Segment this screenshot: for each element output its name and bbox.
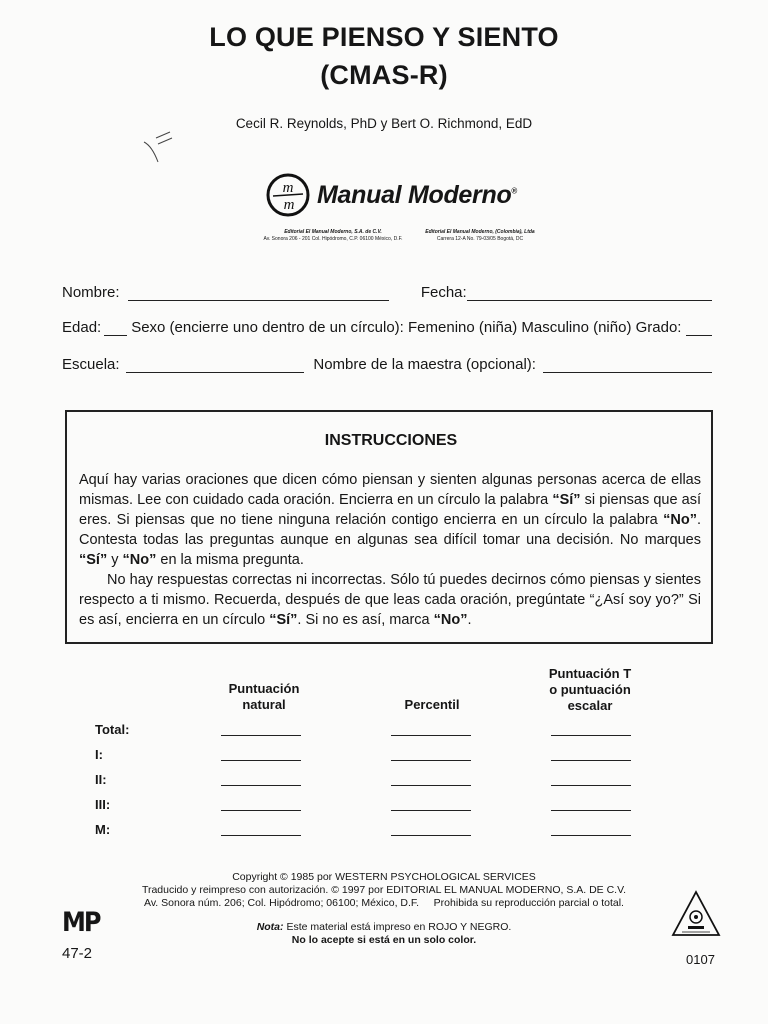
word-no: “No”: [433, 612, 468, 628]
score-row-label: M:: [95, 822, 111, 837]
percentil-field[interactable]: [391, 735, 471, 736]
publisher-name-text: Manual Moderno: [317, 180, 512, 209]
nombre-label: Nombre:: [62, 284, 120, 301]
publisher-colombia-address: Carrera 12-A No. 79-03/05 Bogotá, DC: [436, 236, 524, 242]
puntuacion-natural-field[interactable]: [221, 760, 301, 761]
col3-line1: Puntuación T: [548, 666, 632, 681]
instructions-title: INSTRUCCIONES: [324, 432, 458, 449]
instr-p1-e: en la misma pregunta.: [156, 552, 304, 568]
instructions-box: [65, 410, 713, 644]
puntuacion-t-field[interactable]: [551, 835, 631, 836]
word-si: “Sí”: [269, 612, 298, 628]
word-no: “No”: [663, 512, 697, 528]
edad-field[interactable]: [104, 321, 127, 336]
col3-line3: escalar: [567, 698, 613, 713]
instr-p2-b: . Si no es así, marca: [297, 612, 434, 628]
word-si: “Sí”: [552, 492, 581, 508]
form-subtitle: (CMAS-R): [320, 60, 448, 90]
grado-field[interactable]: [686, 321, 712, 336]
fecha-label: Fecha:: [420, 284, 467, 301]
mp-mark: MP: [62, 906, 100, 938]
mm-logo-icon: [265, 172, 311, 218]
instr-p1-b: si piensas que así eres. Si piensas que no tiene ninguna relación contigo encierra en un círculo la palabra: [79, 492, 701, 528]
instructions-paragraph-1: [79, 470, 701, 570]
authors: Cecil R. Reynolds, PhD y Bert O. Richmond, EdD: [235, 116, 533, 131]
puntuacion-t-field[interactable]: [551, 735, 631, 736]
row-escuela-maestra: [62, 356, 712, 373]
escuela-field[interactable]: [126, 358, 305, 373]
sexo-label: Sexo (encierre uno dentro de un círculo): Femenino (niña) Masculino (niño) Grado:: [131, 319, 682, 336]
percentil-field[interactable]: [391, 785, 471, 786]
pencil-mark: [140, 128, 180, 168]
publisher-colombia-name: Editorial El Manual Moderno, (Colombia), Ltda: [425, 229, 535, 235]
instr-p2-a: No hay respuestas correctas ni incorrectas. Sólo tú puedes decirnos cómo piensas y sientes respecto a ti mismo. Recuerda, después de que leas cada oración, pregúntate “¿Así soy yo?” Si es así, encierra en un círculo: [79, 572, 701, 628]
svg-text:m: m: [282, 180, 294, 196]
col-puntuacion-t: [530, 666, 650, 714]
row-edad-sexo: [62, 319, 712, 336]
puntuacion-natural-field[interactable]: [221, 785, 301, 786]
instr-p1-a: Aquí hay varias oraciones que dicen cómo piensan y sienten algunas personas acerca de ellas mismas. Lee con cuidado cada oración. Encierra en un círculo la palabra: [79, 472, 701, 508]
publisher-mexico-address: Av. Sonora 206 - 201 Col. Hipódromo, C.P. 06100 México, D.F.: [263, 236, 403, 242]
word-no: “No”: [122, 552, 157, 568]
publisher-colombia: [410, 229, 550, 243]
col-percentil: Percentil: [404, 697, 460, 712]
escuela-label: Escuela:: [62, 356, 120, 373]
instr-p1-d: y: [107, 552, 123, 568]
instr-p1-c: . Contesta todas las preguntas aunque en algunas sea difícil tomar una decisión. No marques: [79, 512, 701, 548]
registered-mark: ®: [511, 186, 518, 196]
publisher-mexico-name: Editorial El Manual Moderno, S.A. de C.V.: [284, 229, 382, 235]
col3-line2: o puntuación: [549, 682, 631, 697]
publisher-logo: [265, 172, 517, 218]
form-title: LO QUE PIENSO Y SIENTO: [209, 22, 559, 52]
svg-text:m: m: [283, 197, 295, 213]
col1-line1: Puntuación: [228, 681, 300, 696]
puntuacion-natural-field[interactable]: [221, 835, 301, 836]
nota-label: Nota:: [256, 921, 284, 933]
score-row-label: II:: [95, 772, 107, 787]
copyright-line-2: Traducido y reimpreso con autorización. © 1997 por EDITORIAL EL MANUAL MODERNO, S.A. DE C.V.: [141, 884, 627, 896]
nota-text: Este material está impreso en ROJO Y NEGRO.: [283, 921, 512, 933]
instructions-paragraph-2: [79, 570, 701, 630]
maestra-field[interactable]: [543, 358, 712, 373]
nombre-field[interactable]: [128, 286, 389, 301]
score-row-label: Total:: [95, 722, 130, 737]
instr-p2-c: .: [467, 612, 472, 628]
nota: [0, 921, 768, 947]
percentil-field[interactable]: [391, 760, 471, 761]
copyright-line-3: Av. Sonora núm. 206; Col. Hipódromo; 06100; México, D.F. Prohibida su reproducción parcial o total.: [144, 897, 624, 909]
score-row-label: III:: [95, 797, 111, 812]
copyright-line-1: Copyright © 1985 por WESTERN PSYCHOLOGICAL SERVICES: [232, 871, 536, 883]
col-puntuacion-natural: [204, 681, 324, 713]
percentil-field[interactable]: [391, 835, 471, 836]
puntuacion-t-field[interactable]: [551, 760, 631, 761]
score-row-label: I:: [95, 747, 103, 762]
percentil-field[interactable]: [391, 810, 471, 811]
publisher-mexico: [248, 229, 418, 243]
instructions-text: [79, 470, 701, 630]
puntuacion-t-field[interactable]: [551, 810, 631, 811]
maestra-label: Nombre de la maestra (opcional):: [313, 356, 536, 373]
fecha-field[interactable]: [467, 286, 712, 301]
nota-line-2: No lo acepte si está en un solo color.: [291, 934, 477, 946]
puntuacion-natural-field[interactable]: [221, 735, 301, 736]
publisher-name: [317, 181, 517, 210]
form-code: 47-2: [62, 945, 93, 962]
row-nombre-fecha: [62, 284, 712, 301]
col1-line2: natural: [242, 697, 286, 712]
word-si: “Sí”: [79, 552, 108, 568]
publisher-seal-icon: [670, 889, 722, 939]
puntuacion-t-field[interactable]: [551, 785, 631, 786]
seal-number: 0107: [686, 952, 715, 967]
puntuacion-natural-field[interactable]: [221, 810, 301, 811]
edad-label: Edad:: [62, 319, 102, 336]
